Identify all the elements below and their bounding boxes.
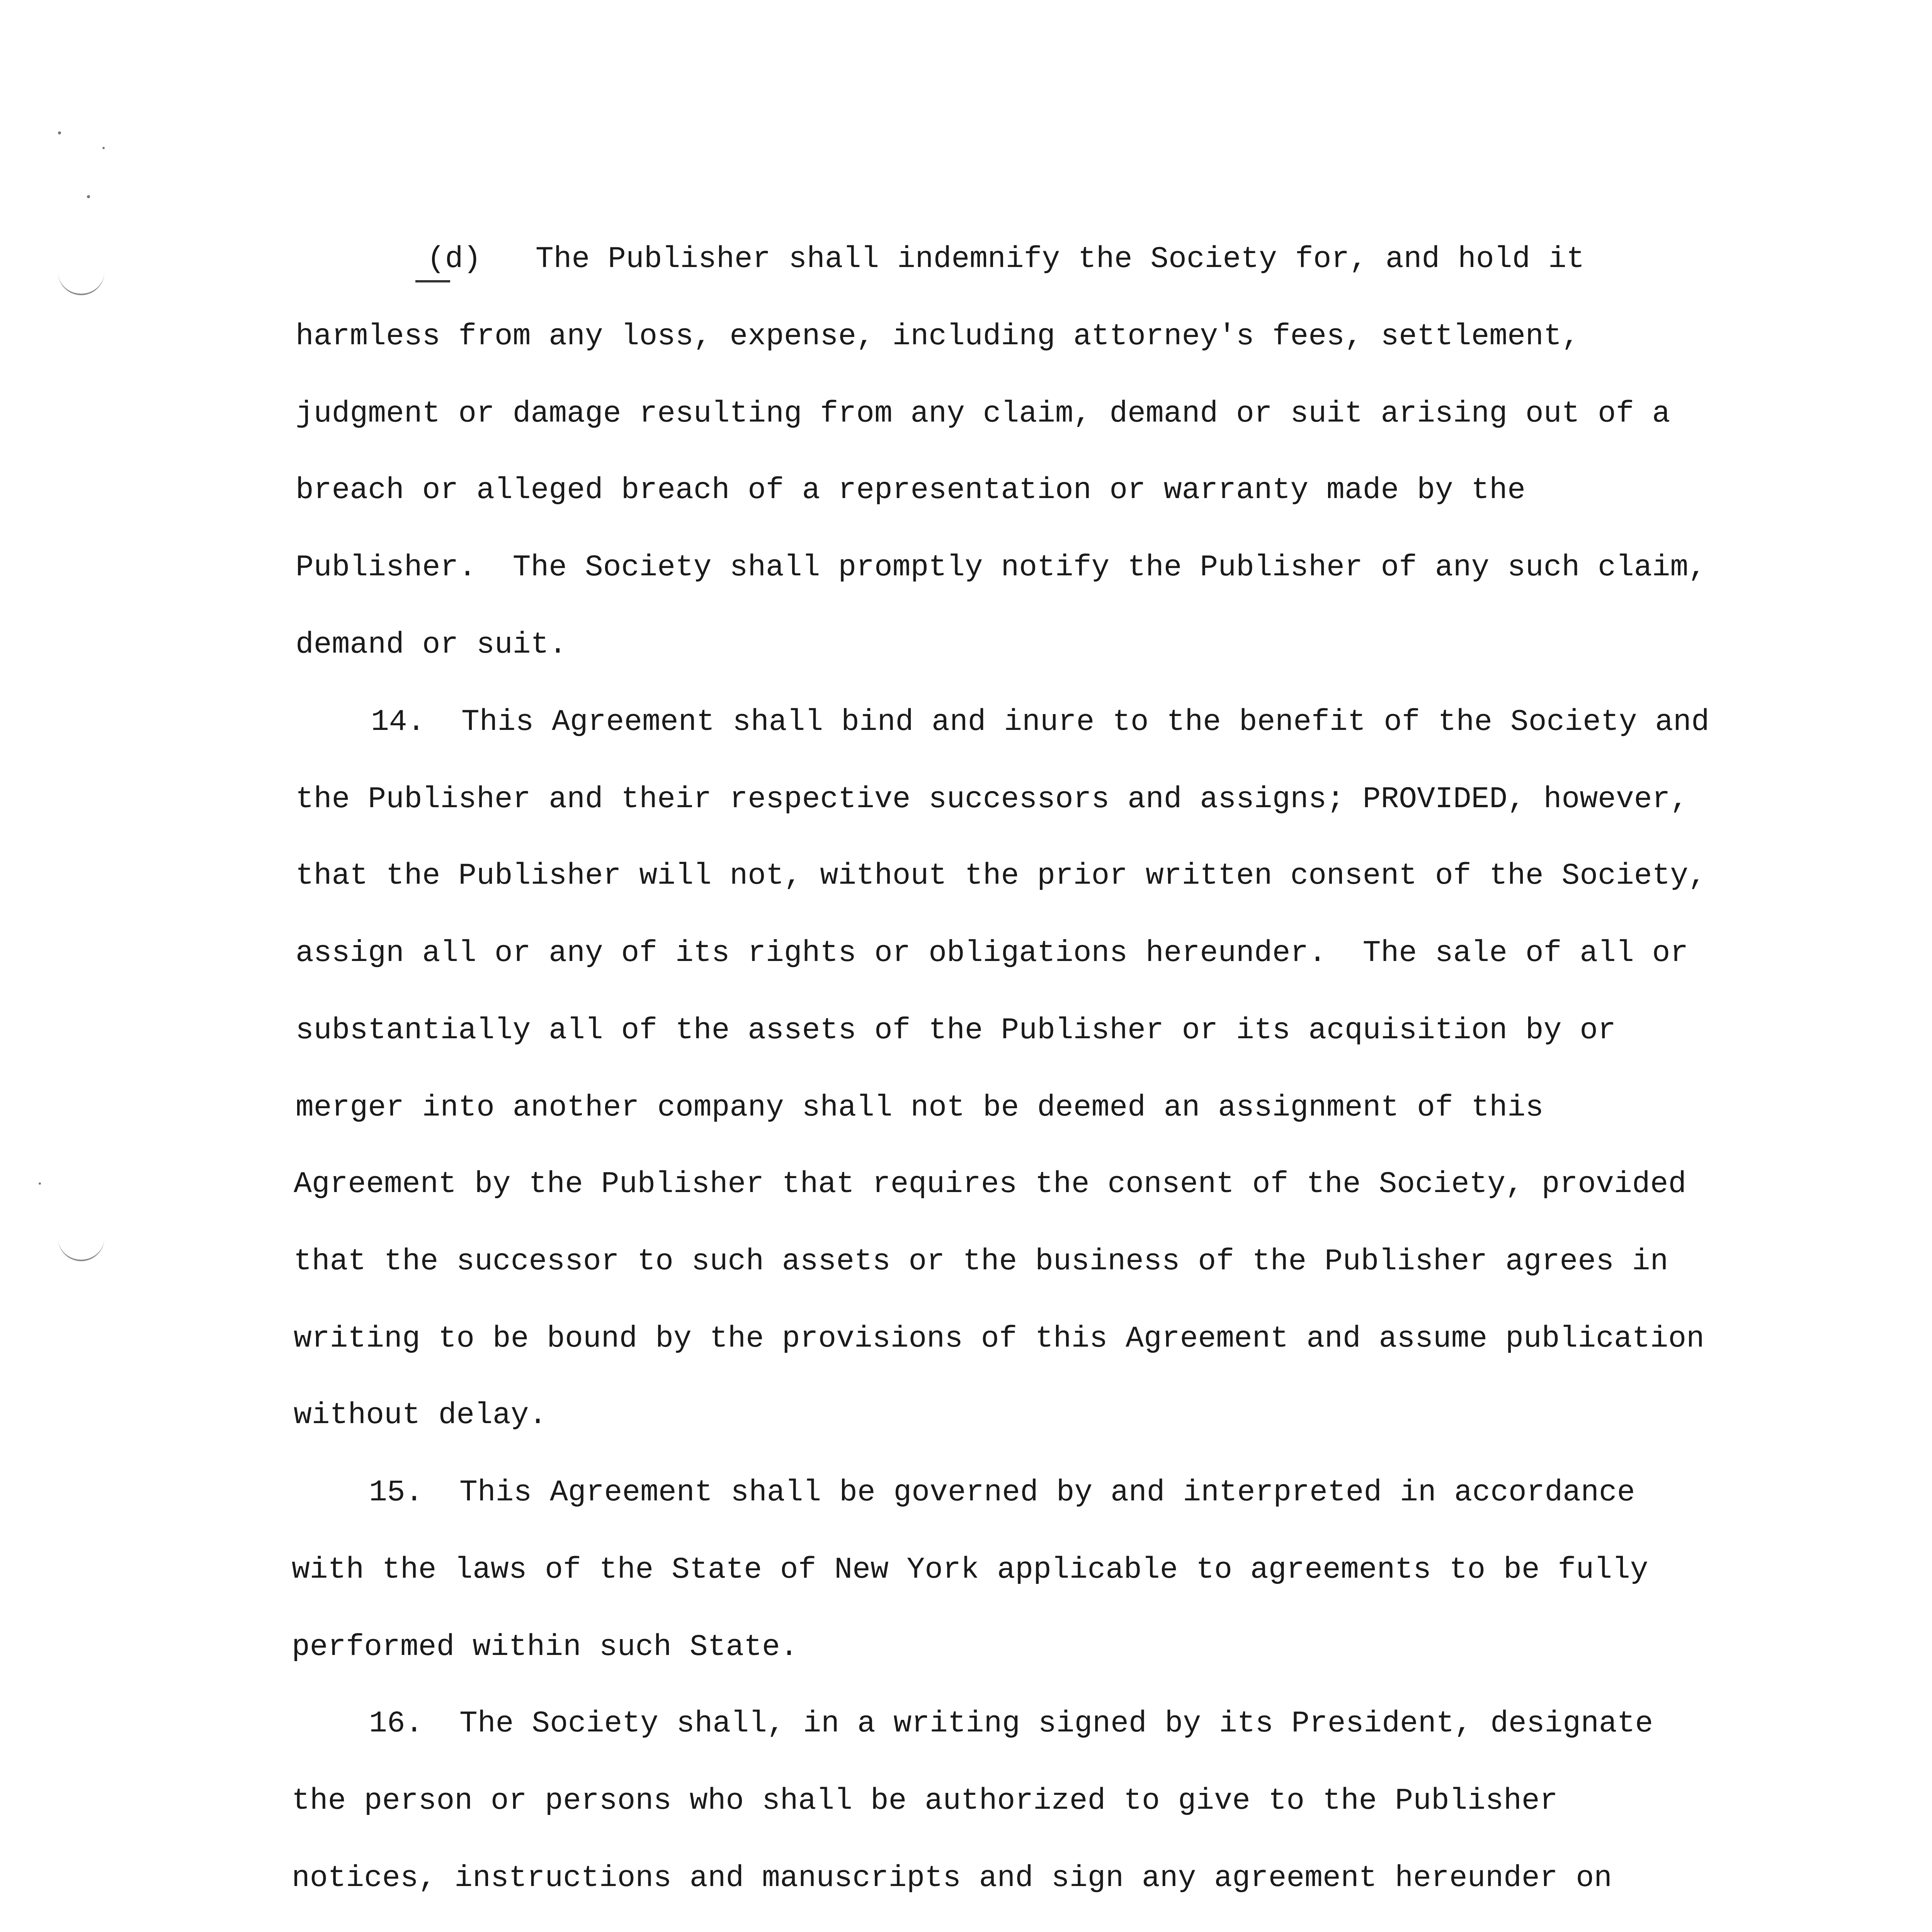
- punch-hole-middle: [58, 1236, 104, 1261]
- text-line: without delay.: [294, 1398, 547, 1432]
- text-line: 15. This Agreement shall be governed by and interpreted in accordance: [369, 1476, 1635, 1510]
- pen-underline-mark: [415, 280, 450, 282]
- text-line: 14. This Agreement shall bind and inure to the benefit of the Society and: [371, 705, 1709, 739]
- scan-speck: [87, 195, 90, 198]
- text-line: with the laws of the State of New York applicable to agreements to be fully: [292, 1553, 1648, 1587]
- scan-speck: [102, 147, 105, 149]
- text-line: 16. The Society shall, in a writing signed by its President, designate: [369, 1707, 1653, 1741]
- text-line: (d) The Publisher shall indemnify the Society for, and hold it: [427, 242, 1585, 276]
- text-line: performed within such State.: [292, 1630, 798, 1664]
- text-line: breach or alleged breach of a representation or warranty made by the: [296, 473, 1526, 507]
- text-line: demand or suit.: [296, 628, 567, 662]
- text-line: merger into another company shall not be deemed an assignment of this: [296, 1091, 1544, 1125]
- text-line: harmless from any loss, expense, including attorney's fees, settlement,: [296, 320, 1580, 354]
- text-line: Agreement by the Publisher that requires the consent of the Society, provided: [294, 1167, 1687, 1201]
- text-line: that the Publisher will not, without the prior written consent of the Society,: [296, 859, 1706, 893]
- text-line: notices, instructions and manuscripts and sign any agreement hereunder on: [292, 1861, 1612, 1895]
- text-line: that the successor to such assets or the business of the Publisher agrees in: [294, 1245, 1668, 1279]
- text-line: the person or persons who shall be authorized to give to the Publisher: [292, 1784, 1558, 1818]
- text-line: assign all or any of its rights or obligations hereunder. The sale of all or: [296, 936, 1689, 970]
- text-line: judgment or damage resulting from any claim, demand or suit arising out of a: [296, 397, 1670, 431]
- text-line: writing to be bound by the provisions of this Agreement and assume publication: [294, 1322, 1704, 1356]
- text-line: the Publisher and their respective successors and assigns; PROVIDED, however,: [296, 782, 1689, 816]
- text-line: substantially all of the assets of the Publisher or its acquisition by or: [296, 1014, 1616, 1048]
- text-line: Publisher. The Society shall promptly notify the Publisher of any such claim,: [296, 551, 1706, 585]
- scan-speck: [39, 1182, 41, 1185]
